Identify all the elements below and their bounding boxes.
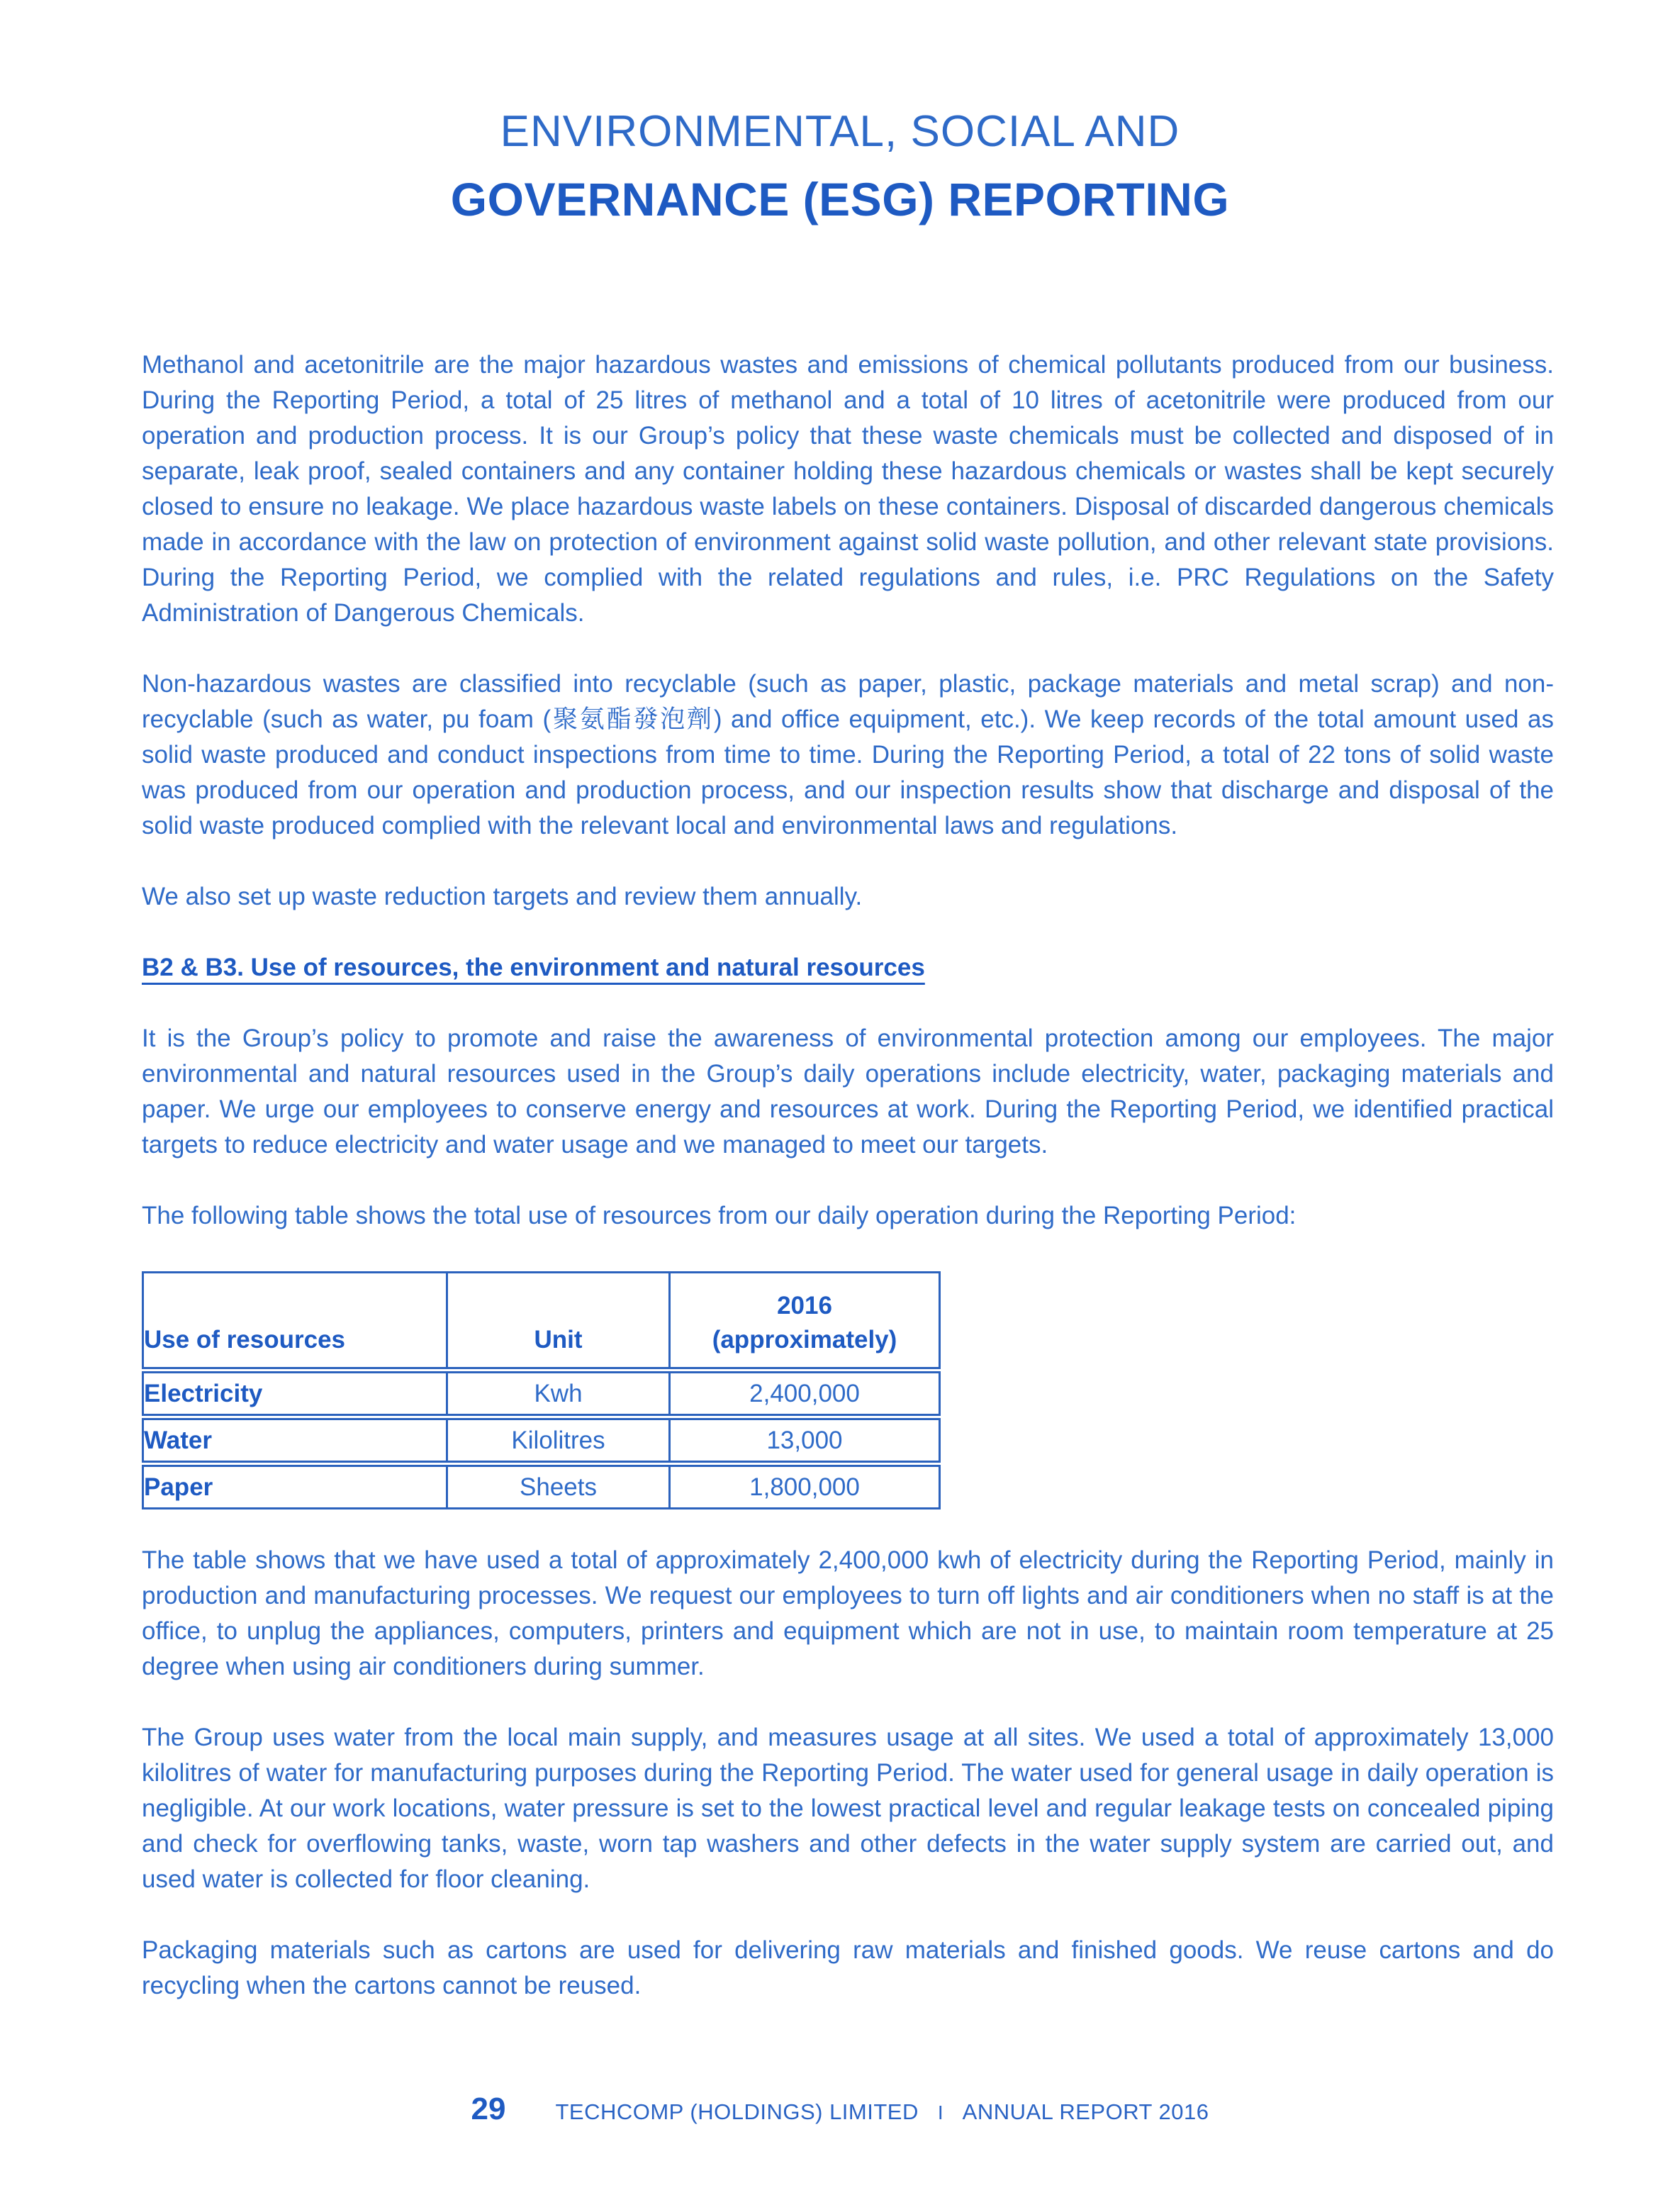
paragraph-packaging-materials: Packaging materials such as cartons are used for delivering raw materials and finished goods. We reuse cartons and do recycling when the cartons cannot be reused. xyxy=(142,1936,1554,1999)
table-cell-unit: Kilolitres xyxy=(448,1418,671,1463)
table-header-year-value: 2016 xyxy=(777,1292,832,1319)
table-cell-resource: Electricity xyxy=(142,1371,448,1416)
table-header-year-note: (approximately) xyxy=(712,1326,897,1353)
page-content xyxy=(142,347,1554,2004)
table-row-paper xyxy=(142,1465,941,1509)
paragraph-electricity-usage: The table shows that we have used a total of approximately 2,400,000 kwh of electricity during the Reporting Period, mainly in production and manufacturing processes. We request our employees to turn off lights and air conditioners when no staff is at the office, to unplug the appliances, computers, printers and equipment which are not in use, to maintain room temperature at 25 degree when using air conditioners during summer. xyxy=(142,1546,1554,1680)
table-row-electricity xyxy=(142,1371,941,1416)
title-line-1: ENVIRONMENTAL, SOCIAL AND xyxy=(500,107,1180,156)
table-cell-unit: Kwh xyxy=(448,1371,671,1416)
paragraph-table-intro: The following table shows the total use of resources from our daily operation during the Reporting Period: xyxy=(142,1202,1297,1229)
section-heading-b2-b3: B2 & B3. Use of resources, the environment and natural resources xyxy=(142,954,925,981)
table-cell-value: 1,800,000 xyxy=(671,1465,941,1509)
paragraph-hazardous-wastes: Methanol and acetonitrile are the major hazardous wastes and emissions of chemical pollutants produced from our business. During the Reporting Period, a total of 25 litres of methanol and a total of 10 litres of acetonitrile were produced from our operation and production process. It is our Group’s policy that these waste chemicals must be collected and disposed of in separate, leak proof, sealed containers and any container holding these hazardous chemicals or wastes shall be kept securely closed to ensure no leakage. We place hazardous waste labels on these containers. Disposal of discarded dangerous chemicals made in accordance with the law on protection of environment against solid waste pollution, and other relevant state provisions. During the Reporting Period, we complied with the related regulations and rules, i.e. PRC Regulations on the Safety Administration of Dangerous Chemicals. xyxy=(142,351,1554,627)
table-header-row xyxy=(142,1271,941,1369)
page-number: 29 xyxy=(471,2092,506,2126)
table-header-unit: Unit xyxy=(448,1271,671,1369)
footer-report-title: ANNUAL REPORT 2016 xyxy=(962,2099,1209,2124)
paragraph-water-usage: The Group uses water from the local main supply, and measures usage at all sites. We used a total of approximately 13,000 kilolitres of water for manufacturing purposes during the Reporting Period. The water used for general usage in daily operation is negligible. At our work locations, water pressure is set to the lowest practical level and regular leakage tests on concealed piping and check for overflowing tanks, waste, worn tap washers and other defects in the water supply system are carried out, and used water is collected for floor cleaning. xyxy=(142,1724,1554,1893)
footer-separator: I xyxy=(937,2102,943,2123)
table-cell-resource: Paper xyxy=(142,1465,448,1509)
table-cell-resource: Water xyxy=(142,1418,448,1463)
page-title xyxy=(0,0,1680,228)
table-cell-value: 13,000 xyxy=(671,1418,941,1463)
table-cell-unit: Sheets xyxy=(448,1465,671,1509)
paragraph-non-hazardous-wastes: Non-hazardous wastes are classified into recyclable (such as paper, plastic, package materials and metal scrap) and non-recyclable (such as water, pu foam (聚氨酯發泡劑) and office equipment, etc.). We keep records of the total amount used as solid waste produced and conduct inspections from time to time. During the Reporting Period, a total of 22 tons of solid waste was produced from our operation and production process, and our inspection results show that discharge and disposal of the solid waste produced complied with the relevant local and environmental laws and regulations. xyxy=(142,670,1554,839)
table-header-resource: Use of resources xyxy=(142,1271,448,1369)
paragraph-waste-reduction-targets: We also set up waste reduction targets and review them annually. xyxy=(142,883,863,910)
title-line-2: GOVERNANCE (ESG) REPORTING xyxy=(450,173,1230,225)
table-row-water xyxy=(142,1418,941,1463)
paragraph-group-policy: It is the Group’s policy to promote and raise the awareness of environmental protection among our employees. The major environmental and natural resources used in the Group’s daily operations include electricity, water, packaging materials and paper. We urge our employees to conserve energy and resources at work. During the Reporting Period, we identified practical targets to reduce electricity and water usage and we managed to meet our targets. xyxy=(142,1025,1554,1159)
page-footer xyxy=(0,2092,1680,2127)
table-cell-value: 2,400,000 xyxy=(671,1371,941,1416)
footer-company-name: TECHCOMP (HOLDINGS) LIMITED xyxy=(555,2099,919,2124)
table-header-year xyxy=(671,1271,941,1369)
use-of-resources-table xyxy=(142,1269,941,1512)
